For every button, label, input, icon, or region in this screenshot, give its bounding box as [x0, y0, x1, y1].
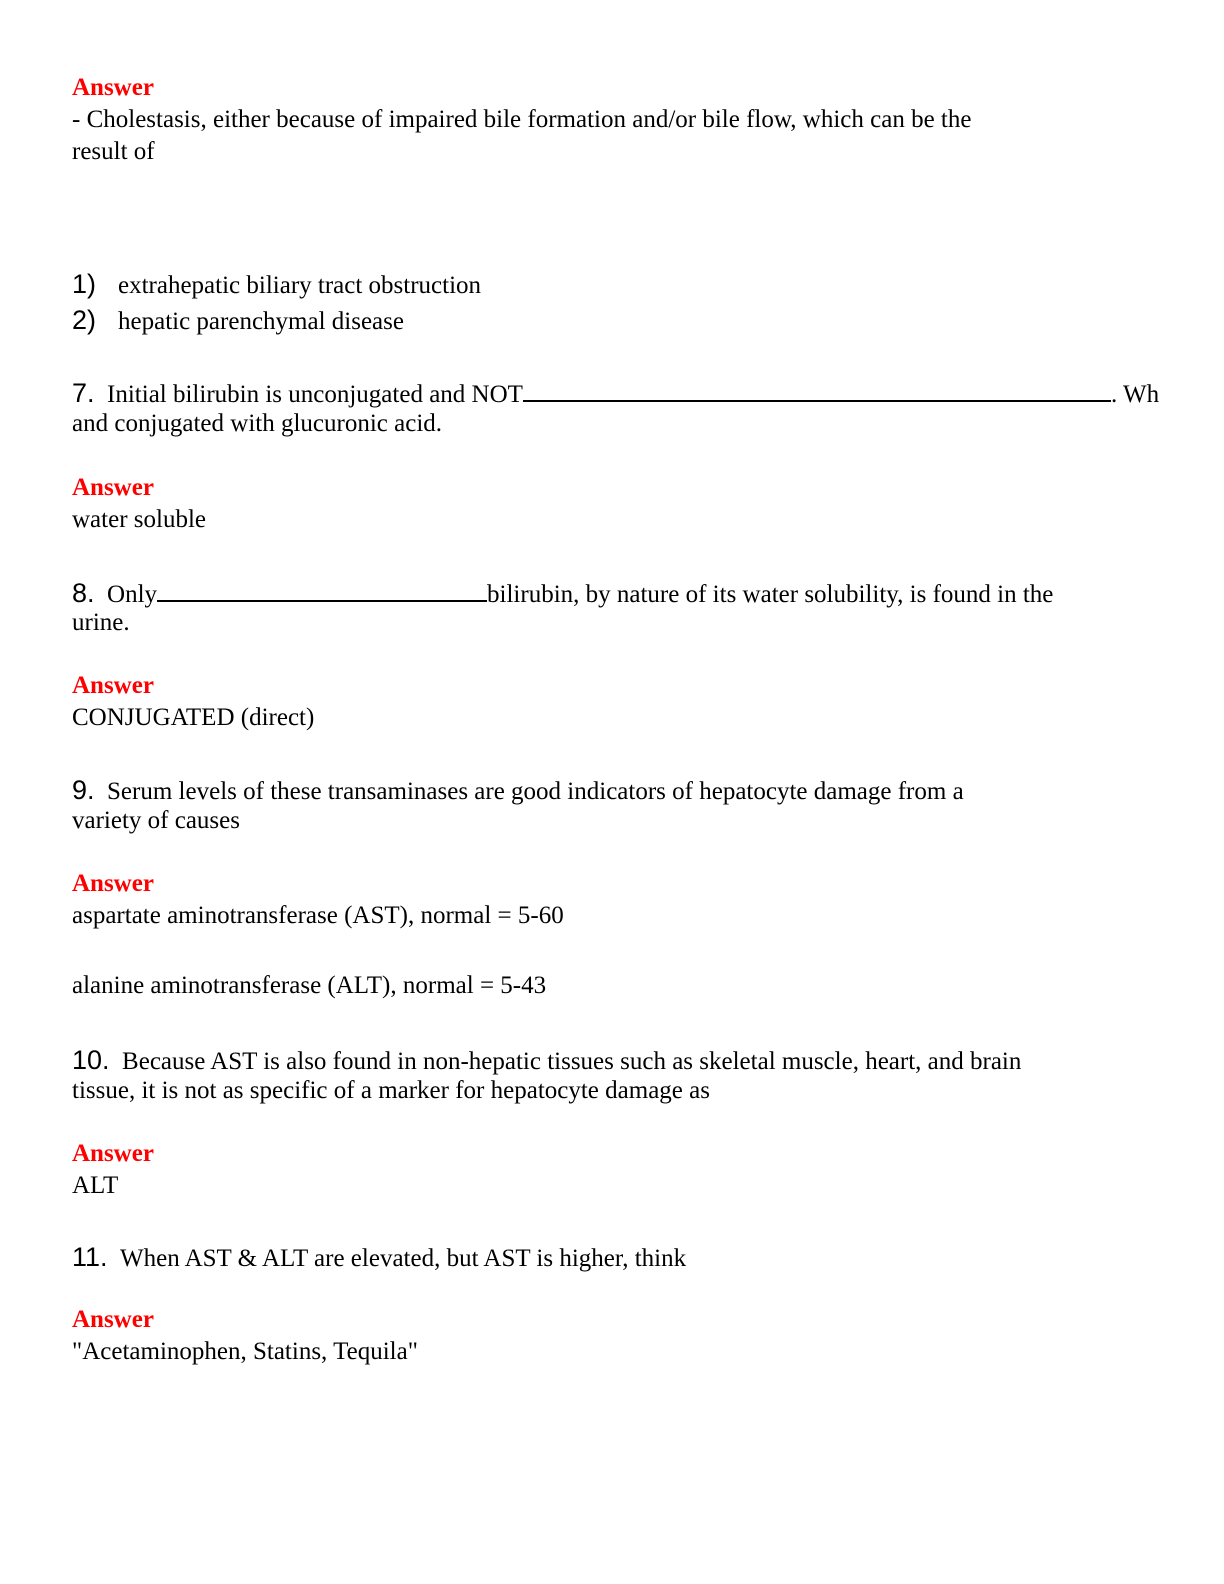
list-number: 2): [72, 305, 97, 335]
question-text: When AST & ALT are elevated, but AST is higher, think: [120, 1245, 687, 1272]
fill-in-blank: [157, 576, 487, 602]
question-number: 8.: [72, 578, 95, 608]
question-text: Only: [107, 581, 158, 608]
answer-text: CONJUGATED (direct): [72, 704, 315, 731]
question-text: Because AST is also found in non-hepatic tissues such as skeletal muscle, heart, and brain: [122, 1048, 1022, 1075]
question-text: variety of causes: [72, 807, 240, 834]
question-text: bilirubin, by nature of its water solubility, is found in the: [487, 581, 1054, 608]
question-8: [72, 576, 1053, 611]
question-11: [72, 1241, 686, 1275]
answer-text: result of: [72, 138, 155, 165]
list-number: 1): [72, 269, 97, 299]
list-text: hepatic parenchymal disease: [118, 308, 404, 335]
question-text: Initial bilirubin is unconjugated and NOT: [107, 381, 523, 408]
answer-text: "Acetaminophen, Statins, Tequila": [72, 1338, 418, 1365]
question-number: 9.: [72, 775, 95, 805]
answer-label: Answer: [72, 672, 154, 699]
fill-in-blank: [523, 376, 1111, 402]
answer-label: Answer: [72, 474, 154, 501]
question-text: Serum levels of these transaminases are good indicators of hepatocyte damage from a: [107, 778, 964, 805]
answer-text: water soluble: [72, 506, 206, 533]
question-text: . Wh: [1110, 381, 1160, 408]
question-9: [72, 774, 964, 808]
question-text: and conjugated with glucuronic acid.: [72, 410, 443, 437]
answer-label: Answer: [72, 74, 154, 101]
question-7: [72, 376, 1159, 411]
answer-text: - Cholestasis, either because of impaired bile formation and/or bile flow, which can be the: [72, 106, 972, 133]
question-10: [72, 1044, 1021, 1078]
answer-text: ALT: [72, 1172, 119, 1199]
answer-text: aspartate aminotransferase (AST), normal = 5-60: [72, 902, 564, 929]
question-number: 11.: [72, 1242, 108, 1272]
list-text: extrahepatic biliary tract obstruction: [118, 272, 482, 299]
list-item: [72, 268, 481, 302]
answer-label: Answer: [72, 1140, 154, 1167]
question-number: 10.: [72, 1045, 110, 1075]
answer-label: Answer: [72, 1306, 154, 1333]
answer-text: alanine aminotransferase (ALT), normal = 5-43: [72, 972, 547, 999]
question-text: tissue, it is not as specific of a marker for hepatocyte damage as: [72, 1077, 710, 1104]
question-text: urine.: [72, 609, 130, 636]
question-number: 7.: [72, 378, 95, 408]
answer-label: Answer: [72, 870, 154, 897]
list-item: [72, 304, 404, 338]
